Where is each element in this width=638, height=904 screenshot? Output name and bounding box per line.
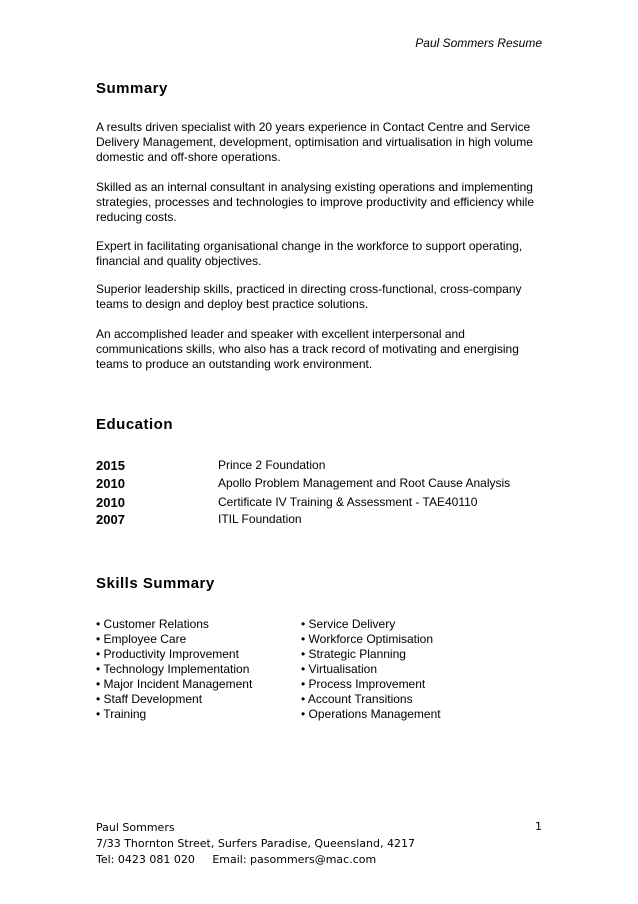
skill-item: • Staff Development — [96, 692, 203, 706]
page-number: 1 — [535, 820, 542, 833]
education-description: Certificate IV Training & Assessment - TAE40110 — [218, 495, 478, 509]
skill-item: • Service Delivery — [301, 617, 396, 631]
education-description: Apollo Problem Management and Root Cause Analysis — [218, 476, 511, 490]
skills-heading: Skills Summary — [96, 575, 215, 592]
skill-item: • Productivity Improvement — [96, 647, 239, 661]
skill-item: • Customer Relations — [96, 617, 209, 631]
skills-list-right — [301, 617, 441, 722]
footer-name: Paul Sommers — [96, 821, 175, 834]
page-footer — [96, 820, 415, 868]
education-year: 2010 — [96, 495, 125, 510]
skill-item: • Account Transitions — [301, 692, 413, 706]
education-heading: Education — [96, 416, 174, 433]
summary-paragraph-3: Expert in facilitating organisational change in the workforce to support operating, financial and quality objectives. — [96, 239, 523, 268]
summary-paragraph-5: An accomplished leader and speaker with excellent interpersonal and communications skills, who also has a track record of motivating and energising teams to produce an outstanding work environment. — [96, 327, 519, 371]
skill-item: • Operations Management — [301, 707, 441, 721]
education-entry — [96, 495, 546, 511]
skill-item: • Process Improvement — [301, 677, 426, 691]
document-header: Paul Sommers Resume — [415, 36, 542, 50]
skill-item: • Strategic Planning — [301, 647, 406, 661]
skill-item: • Workforce Optimisation — [301, 632, 434, 646]
education-entry — [96, 476, 546, 492]
skill-item: • Technology Implementation — [96, 662, 250, 676]
education-year: 2015 — [96, 458, 125, 473]
footer-address: 7/33 Thornton Street, Surfers Paradise, Queensland, 4217 — [96, 837, 415, 850]
education-year: 2007 — [96, 512, 125, 527]
summary-paragraph-4: Superior leadership skills, practiced in directing cross-functional, cross-company teams to design and deploy best practice solutions. — [96, 282, 522, 311]
summary-paragraph-1: A results driven specialist with 20 years experience in Contact Centre and Service Delivery Management, development, optimisation and virtualisation in high volume domestic and off-shore operations. — [96, 120, 533, 164]
skill-item: • Virtualisation — [301, 662, 378, 676]
skills-list-left — [96, 617, 252, 722]
footer-contact: Tel: 0423 081 020 Email: pasommers@mac.com — [96, 853, 377, 866]
skill-item: • Major Incident Management — [96, 677, 253, 691]
education-year: 2010 — [96, 476, 125, 491]
skill-item: • Training — [96, 707, 147, 721]
education-entry — [96, 512, 546, 528]
education-description: ITIL Foundation — [218, 512, 302, 526]
summary-paragraph-2: Skilled as an internal consultant in analysing existing operations and implementing strategies, processes and technologies to improve productivity and efficiency while reducing costs. — [96, 180, 535, 224]
education-entry — [96, 458, 546, 474]
skill-item: • Employee Care — [96, 632, 187, 646]
summary-heading: Summary — [96, 80, 168, 97]
education-description: Prince 2 Foundation — [218, 458, 326, 472]
